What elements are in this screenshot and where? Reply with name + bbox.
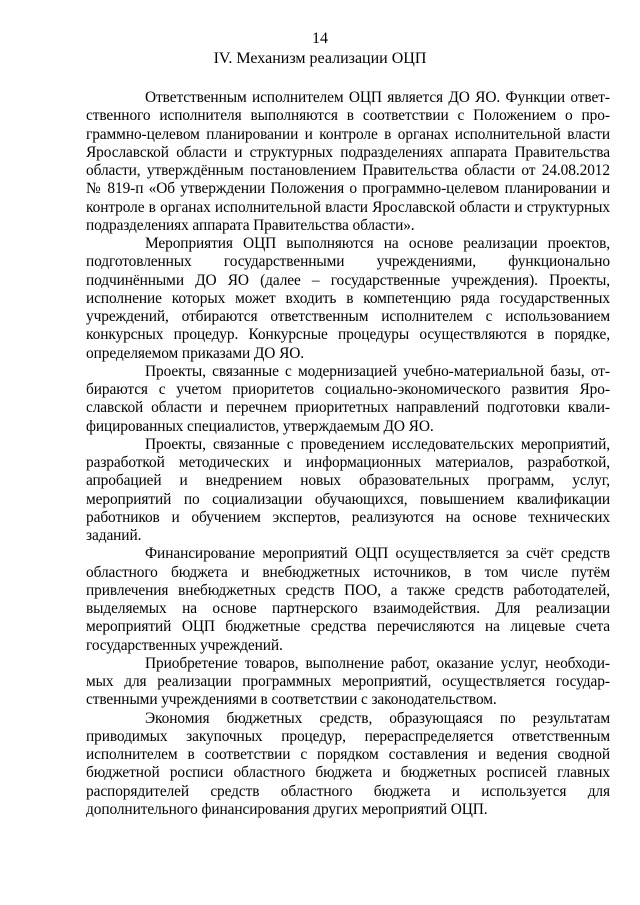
paragraph: Ответственным исполнителем ОЦП является ДО ЯО. Функции ответственного исполнителя выполняются в соответствии с Положением о программно-целевом планировании и контроле в органах исполнительной власти Ярославской области и структурных подразделениях аппарата Правительства области, утверждённым постановлением Правительства области от 24.08.2012 № 819-п «Об утверждении Положения о программно-целевом планировании и контроле в органах исполнительной власти Ярославской области и структурных подразделениях аппарата Правительства области». bbox=[86, 89, 610, 234]
paragraph: Экономия бюджетных средств, образующаяся по результатам приводимых закупочных процедур, перераспределяется ответственным исполнителем в соответствии с порядком составления и ведения сводной бюджетной росписи областного бюджета и бюджетных росписей главных распорядителей средств областного бюджета и используется для дополнительного финансирования других мероприятий ОЦП. bbox=[86, 709, 610, 818]
page-number: 14 bbox=[312, 30, 328, 47]
paragraph: Мероприятия ОЦП выполняются на основе реализации проектов, подготовленных государственными учреждениями, функционально подчинёнными ДО ЯО (далее – государственные учреждения). Проекты, исполнение которых может входить в компетенцию ряда государственных учреждений, отбираются ответственным исполнителем с использованием конкурсных процедур. Конкурсные процедуры осуществляются в порядке, определяемом приказами ДО ЯО. bbox=[86, 235, 610, 362]
paragraph: Финансирование мероприятий ОЦП осуществляется за счёт средств областного бюджета и внебюджетных источников, в том числе путём привлечения внебюджетных средств ПОО, а также средств работодателей, выделяемых на основе партнерского взаимодействия. Для реализации мероприятий ОЦП бюджетные средства перечисляются на лицевые счета государственных учреждений. bbox=[86, 545, 610, 654]
paragraph: Проекты, связанные с проведением исследовательских мероприятий, разработкой методических и информационных материалов, разработкой, апробацией и внедрением новых образовательных программ, услуг, мероприятий по социализации обучающихся, повышением квалификации работников и обучением экспертов, реализуются на основе технических заданий. bbox=[86, 435, 610, 544]
body-text bbox=[86, 89, 610, 819]
paragraph: Проекты, связанные с модернизацией учебно-материальной базы, отбираются с учетом приоритетов социально-экономического развития Ярославской области и перечнем приоритетных направлений подготовки квалифицированных специалистов, утверждаемым ДО ЯО. bbox=[86, 362, 610, 435]
section-title: IV. Механизм реализации ОЦП bbox=[213, 50, 427, 67]
paragraph: Приобретение товаров, выполнение работ, оказание услуг, необходимых для реализации программных мероприятий, осуществляется государственными учреждениями в соответствии с законодательством. bbox=[86, 654, 610, 709]
